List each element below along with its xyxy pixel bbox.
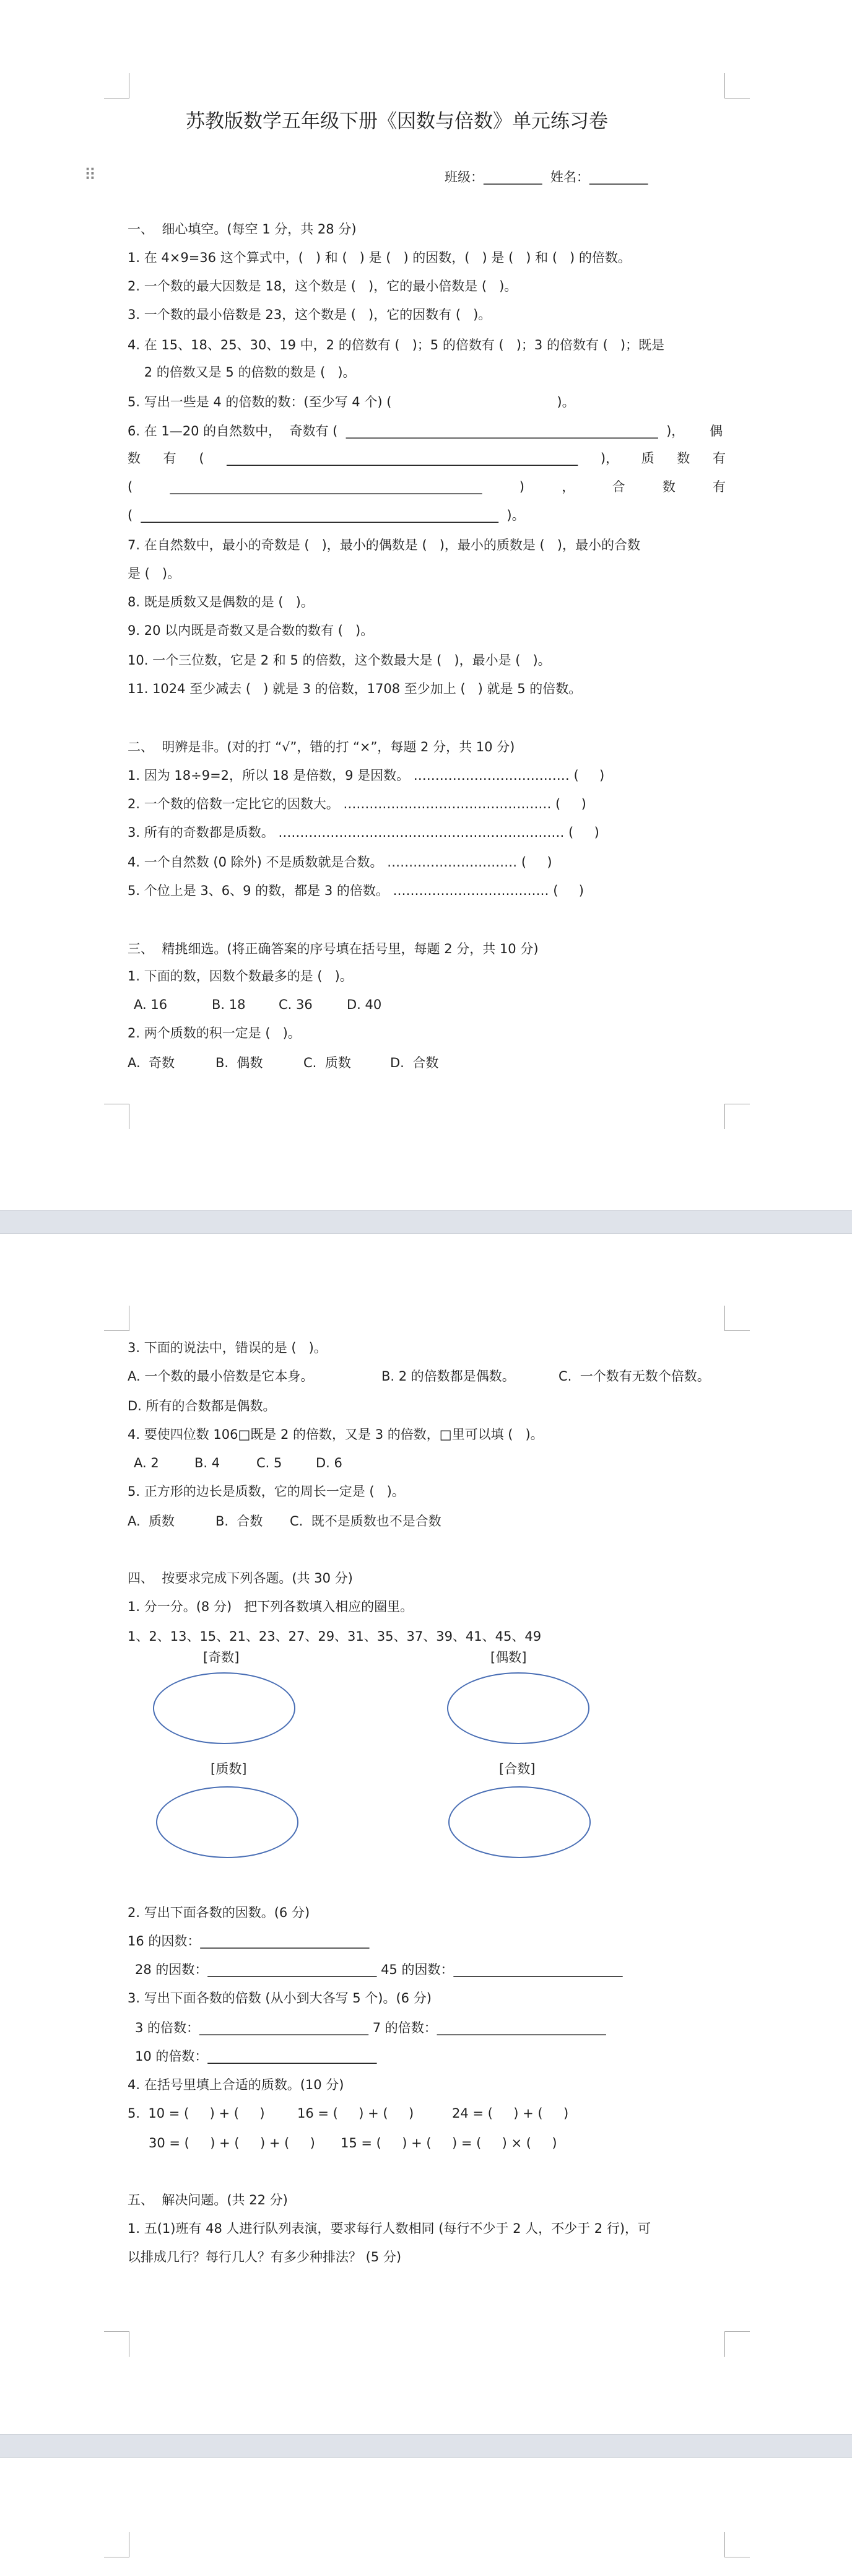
sec1-item: 4. 在 15、18、25、30、19 中，2 的倍数有 ( )；5 的倍数有 ( )；3 的倍数有 ( )；既是: [128, 338, 665, 352]
odd-number-oval[interactable]: [153, 1672, 295, 1744]
word: ，: [562, 479, 575, 494]
option: D. 6: [316, 1456, 342, 1470]
sec2-item: 3. 所有的奇数都是质数。 ………………………………………………………… ( ): [128, 825, 599, 840]
multiples-of-3-7-line[interactable]: 3 的倍数：__________________________ 7 的倍数：__________________________: [135, 2020, 606, 2035]
option: A. 2: [134, 1456, 159, 1470]
sec2-item: 1. 因为 18÷9=2，所以 18 是倍数，9 是因数。 ……………………………… ( ): [128, 768, 605, 783]
corner-mark: [724, 1104, 750, 1129]
word: ): [519, 479, 524, 494]
sec1-item-6-line1-end: 偶: [710, 424, 723, 439]
oval-label-even: [偶数]: [490, 1650, 527, 1665]
sec2-item: 5. 个位上是 3、6、9 的数，都是 3 的倍数。 ……………………………… ( ): [128, 883, 584, 898]
section-5-heading: 五、 解决问题。(共 22 分): [128, 2193, 288, 2207]
composite-number-oval[interactable]: [448, 1786, 591, 1858]
word: 数: [677, 451, 690, 466]
sec2-item: 2. 一个数的倍数一定比它的因数大。 ………………………………………… ( ): [128, 797, 586, 811]
option: C. 36: [279, 997, 313, 1012]
sec3-question-3: 3. 下面的说法中，错误的是 ( )。: [128, 1340, 327, 1355]
option: B. 18: [212, 997, 246, 1012]
sec1-item: 7. 在自然数中，最小的奇数是 ( )，最小的偶数是 ( )，最小的质数是 ( )，最小的合数: [128, 538, 640, 552]
sec1-item-6-line3: [128, 478, 726, 496]
option: D. 40: [347, 997, 382, 1012]
prime-number-oval[interactable]: [156, 1786, 298, 1858]
blank: ________________________________________________: [170, 479, 482, 494]
number-list: 1、2、13、15、21、23、27、29、31、35、37、39、41、45、49: [128, 1629, 542, 1644]
option: B. 合数: [215, 1514, 263, 1529]
oval-label-odd: [奇数]: [203, 1650, 240, 1665]
sec4-question-1: 1. 分一分。(8 分) 把下列各数填入相应的圈里。: [128, 1599, 414, 1614]
word: 有: [713, 479, 726, 494]
sec3-question-2: 2. 两个质数的积一定是 ( )。: [128, 1026, 301, 1041]
section-2-heading: 二、 明辨是非。(对的打 “√”，错的打 “×”，每题 2 分，共 10 分): [128, 740, 515, 754]
corner-mark: [104, 73, 129, 98]
sec4-question-3: 3. 写出下面各数的倍数 (从小到大各写 5 个)。(6 分): [128, 1991, 432, 2006]
sec1-item: 是 ( )。: [128, 566, 181, 581]
section-4-heading: 四、 按要求完成下列各题。(共 30 分): [128, 1571, 353, 1586]
option: C. 一个数有无数个倍数。: [559, 1369, 710, 1384]
prime-fill-row: 16 = ( ) + ( ): [297, 2106, 414, 2121]
prime-fill-row: 15 = ( ) + ( ) = ( ) × ( ): [341, 2136, 557, 2150]
oval-label-composite: [合数]: [499, 1762, 536, 1776]
corner-mark: [104, 1306, 129, 1331]
factors-of-16-line[interactable]: 16 的因数：__________________________: [128, 1934, 370, 1949]
corner-mark: [104, 2532, 129, 2557]
prime-fill-row: 24 = ( ) + ( ): [452, 2106, 569, 2121]
corner-mark: [104, 1104, 129, 1129]
word: )，: [600, 451, 619, 466]
class-name-line[interactable]: 班级：_________ 姓名：_________: [445, 170, 648, 185]
blank: ______________________________________________________: [227, 451, 578, 466]
sec4-question-4: 4. 在括号里填上合适的质数。(10 分): [128, 2077, 344, 2092]
word: 合: [612, 479, 625, 494]
oval-label-prime: [质数]: [211, 1762, 247, 1776]
factors-of-28-45-line[interactable]: 28 的因数：__________________________ 45 的因数：__________________________: [135, 1962, 623, 1977]
multiples-of-10-line[interactable]: 10 的倍数：__________________________: [135, 2049, 377, 2064]
sec1-item: 5. 写出一些是 4 的倍数的数：(至少写 4 个) ( )。: [128, 395, 575, 409]
section-1-heading: 一、 细心填空。(每空 1 分，共 28 分): [128, 222, 357, 237]
prime-fill-row: 30 = ( ) + ( ) + ( ): [149, 2136, 315, 2150]
drag-handle-icon[interactable]: ⠿: [84, 166, 97, 185]
sec2-item: 4. 一个自然数 (0 除外) 不是质数就是合数。 ………………………… ( ): [128, 855, 552, 870]
option: A. 一个数的最小倍数是它本身。: [128, 1369, 314, 1384]
sec3-question-5: 5. 正方形的边长是质数，它的周长一定是 ( )。: [128, 1484, 405, 1499]
sec1-item: 8. 既是质数又是偶数的是 ( )。: [128, 595, 314, 609]
sec1-item: 9. 20 以内既是奇数又是合数的数有 ( )。: [128, 623, 374, 638]
sec1-item: 11. 1024 至少减去 ( ) 就是 3 的倍数，1708 至少加上 ( ) 就是 5 的倍数。: [128, 681, 582, 696]
word: 数: [128, 451, 141, 466]
corner-mark: [724, 2331, 750, 2357]
sec1-item: 10. 一个三位数，它是 2 和 5 的倍数，这个数最大是 ( )，最小是 ( )。: [128, 653, 551, 668]
option: A. 16: [134, 997, 168, 1012]
sec1-item-6-line1: 6. 在 1—20 的自然数中， 奇数有 ( ________________________________________________ )，: [128, 424, 685, 439]
corner-mark: [104, 2331, 129, 2357]
sec1-item: 2. 一个数的最大因数是 18，这个数是 ( )，它的最小倍数是 ( )。: [128, 279, 518, 294]
option: B. 偶数: [215, 1055, 263, 1070]
word: (: [199, 451, 204, 466]
sec1-item: 1. 在 4×9=36 这个算式中，( ) 和 ( ) 是 ( ) 的因数，( ) 是 ( ) 和 ( ) 的倍数。: [128, 250, 631, 265]
section-3-heading: 三、 精挑细选。(将正确答案的序号填在括号里，每题 2 分，共 10 分): [128, 941, 539, 956]
word: 数: [662, 479, 676, 494]
option: A. 奇数: [128, 1055, 175, 1070]
sec1-item-6-line4: ( _______________________________________________________ )。: [128, 508, 525, 523]
sec1-item-6-line2: [128, 450, 726, 467]
word: 有: [163, 451, 176, 466]
word: 有: [713, 451, 726, 466]
corner-mark: [724, 1306, 750, 1331]
page-gap-2: [0, 2434, 852, 2458]
option: C. 质数: [303, 1055, 351, 1070]
option: D. 所有的合数都是偶数。: [128, 1399, 276, 1413]
prime-fill-row: 5. 10 = ( ) + ( ): [128, 2106, 265, 2121]
corner-mark: [724, 73, 750, 98]
option: C. 既不是质数也不是合数: [290, 1514, 441, 1529]
sec3-question-4: 4. 要使四位数 106□既是 2 的倍数，又是 3 的倍数，□里可以填 ( )。: [128, 1427, 544, 1442]
word: 质: [641, 451, 654, 466]
option: C. 5: [256, 1456, 282, 1470]
page-gap-1: [0, 1210, 852, 1234]
sec1-item: 2 的倍数又是 5 的倍数的数是 ( )。: [128, 365, 356, 380]
document-title: 苏教版数学五年级下册《因数与倍数》单元练习卷: [186, 110, 608, 133]
option: D. 合数: [390, 1055, 439, 1070]
option: A. 质数: [128, 1514, 175, 1529]
sec1-item: 3. 一个数的最小倍数是 23，这个数是 ( )，它的因数有 ( )。: [128, 307, 492, 322]
even-number-oval[interactable]: [447, 1672, 589, 1744]
option: B. 4: [194, 1456, 220, 1470]
sec4-question-2: 2. 写出下面各数的因数。(6 分): [128, 1905, 310, 1920]
sec5-question-1: 1. 五(1)班有 48 人进行队列表演，要求每行人数相同 (每行不少于 2 人，不少于 2 行)，可: [128, 2221, 651, 2236]
option: B. 2 的倍数都是偶数。: [381, 1369, 515, 1384]
corner-mark: [724, 2532, 750, 2557]
word: (: [128, 479, 133, 494]
sec5-question-1-cont: 以排成几行？每行几人？有多少种排法？ (5 分): [128, 2250, 402, 2264]
sec3-question-1: 1. 下面的数，因数个数最多的是 ( )。: [128, 969, 353, 984]
